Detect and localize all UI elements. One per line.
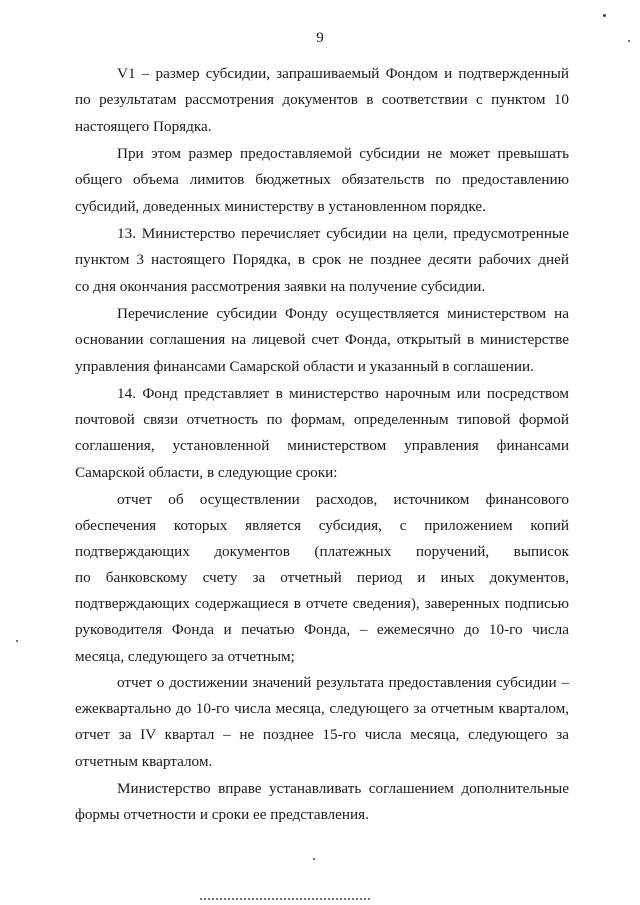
text-line: отчет об осуществлении расходов, источником финансового: [117, 491, 569, 508]
text-line: основании соглашения на лицевой счет Фонда, открытый в министерстве: [75, 331, 569, 348]
text-line: подтверждающих документов (платежных поручений, выписок: [75, 543, 569, 560]
text-line: Министерство вправе устанавливать соглашением дополнительные: [117, 780, 569, 797]
text-line: Самарской области, в следующие сроки:: [75, 464, 338, 481]
text-line: подтверждающих содержащиеся в отчете сведения), заверенных подписью: [75, 595, 569, 612]
text-line: почтовой связи отчетность по формам, определенным типовой формой: [75, 411, 569, 428]
scan-edge-dots: [200, 898, 370, 902]
text-line: по банковскому счету за отчетный период и иных документов,: [75, 569, 569, 586]
text-line: соглашения, установленной министерством управления финансами: [75, 437, 569, 454]
text-line: по результатам рассмотрения документов в соответствии с пунктом 10: [75, 91, 569, 108]
text-line: 13. Министерство перечисляет субсидии на цели, предусмотренные: [117, 225, 569, 242]
scan-speck: [603, 14, 606, 17]
text-line: обеспечения которых является субсидия, с приложением копий: [75, 517, 569, 534]
scan-speck: [313, 858, 315, 860]
text-line: При этом размер предоставляемой субсидии не может превышать: [117, 145, 569, 162]
text-line: Перечисление субсидии Фонду осуществляется министерством на: [117, 305, 569, 322]
text-line: управления финансами Самарской области и указанный в соглашении.: [75, 358, 534, 375]
text-line: V1 – размер субсидии, запрашиваемый Фондом и подтвержденный: [117, 65, 569, 82]
text-line: отчет о достижении значений результата предоставления субсидии –: [117, 674, 569, 691]
scan-speck: [16, 640, 18, 642]
text-line: 14. Фонд представляет в министерство нарочным или посредством: [117, 385, 569, 402]
text-line: формы отчетности и сроки ее представления.: [75, 806, 369, 823]
page-number: 9: [316, 30, 324, 46]
text-line: настоящего Порядка.: [75, 118, 212, 135]
text-line: со дня окончания рассмотрения заявки на получение субсидии.: [75, 278, 486, 295]
text-line: отчет за IV квартал – не позднее 15-го числа месяца, следующего за: [75, 726, 569, 743]
text-line: руководителя Фонда и печатью Фонда, – ежемесячно до 10-го числа: [75, 621, 569, 638]
text-line: месяца, следующего за отчетным;: [75, 648, 295, 665]
scan-speck: [628, 40, 630, 42]
text-line: субсидий, доведенных министерству в установленном порядке.: [75, 198, 486, 215]
text-line: общего объема лимитов бюджетных обязательств по предоставлению: [75, 171, 569, 188]
text-line: отчетным кварталом.: [75, 753, 213, 770]
text-line: пунктом 3 настоящего Порядка, в срок не позднее десяти рабочих дней: [75, 251, 569, 268]
text-line: ежеквартально до 10-го числа месяца, следующего за отчетным кварталом,: [75, 700, 569, 717]
